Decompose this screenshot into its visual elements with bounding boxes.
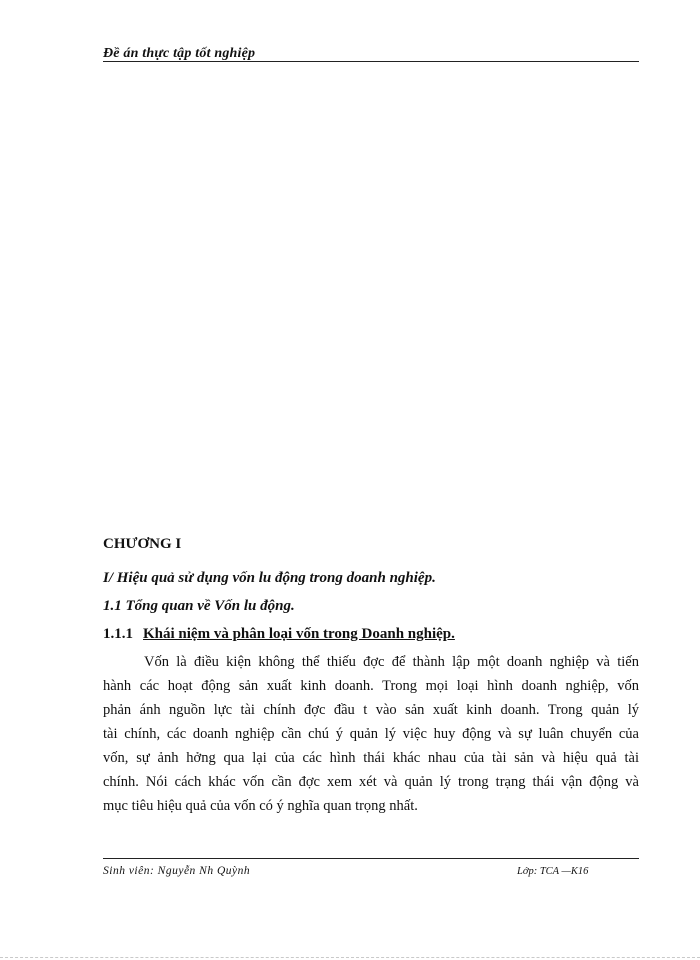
page-header — [103, 46, 639, 62]
chapter-heading: CHƯƠNG I — [103, 536, 182, 552]
subsection-number: 1.1.1 — [103, 626, 133, 642]
body-line: Vốn là điều kiện không thể thiếu đợc để thành lập một doanh nghiệp và tiến — [144, 654, 639, 670]
footer-rule — [103, 858, 639, 859]
page-edge — [0, 957, 700, 958]
body-line: hành các hoạt động sản xuất kinh doanh. Trong mọi loại hình doanh nghiệp, vốn — [103, 678, 639, 694]
footer-class: Lớp: TCA —K16 — [517, 866, 589, 877]
sub-subsection-heading — [103, 626, 455, 643]
header-rule — [103, 61, 639, 62]
body-line: mục tiêu hiệu quả của vốn có ý nghĩa quan trọng nhất. — [103, 798, 418, 814]
body-line: chính. Nói cách khác vốn cần đợc xem xét và quản lý trong trạng thái vận động và — [103, 774, 639, 790]
footer-student: Sinh viên: Nguyễn Nh Quỳnh — [103, 865, 251, 877]
body-paragraph — [103, 650, 639, 818]
subsection-heading: 1.1 Tổng quan về Vốn lu động. — [103, 598, 295, 614]
section-heading: I/ Hiệu quả sử dụng vốn lu động trong doanh nghiệp. — [103, 570, 436, 586]
body-line: phản ánh nguồn lực tài chính đợc đầu t vào sản xuất kinh doanh. Trong quản lý — [103, 702, 639, 718]
subsection-title: Khái niệm và phân loại vốn trong Doanh nghiệp. — [143, 626, 455, 642]
header-title: Đề án thực tập tốt nghiệp — [103, 46, 256, 61]
body-line: vốn, sự ảnh hởng qua lại của các hình thái khác nhau của tài sản và hiệu quả tài — [103, 750, 639, 766]
body-line: tài chính, các doanh nghiệp cần chú ý quản lý việc huy động và sự luân chuyển của — [103, 726, 639, 742]
